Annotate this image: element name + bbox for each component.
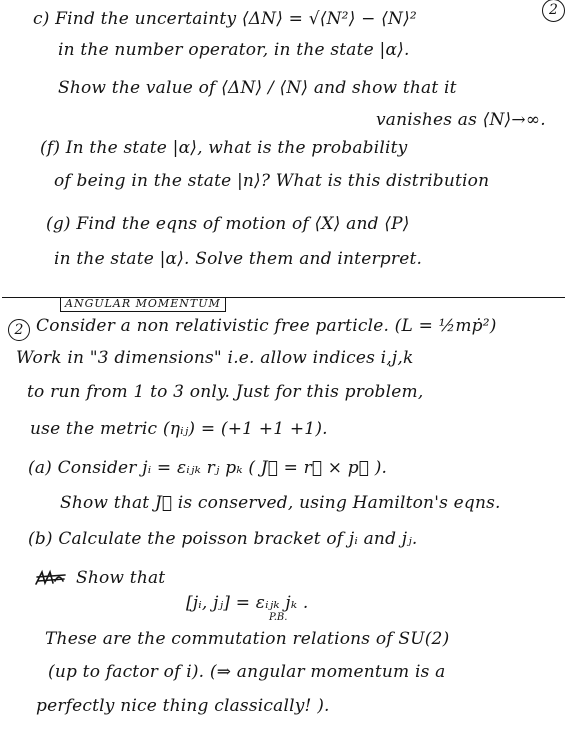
problem-2-line-4: use the metric (ηᵢⱼ) = (+1 +1 +1). bbox=[30, 419, 328, 439]
part-c-line-1: Show that bbox=[76, 568, 166, 588]
closing-line-2: (up to factor of i). (⇒ angular momentum is a bbox=[48, 662, 446, 682]
part-e-line-4: vanishes as ⟨N⟩→∞. bbox=[376, 110, 546, 130]
part-g-line-2: in the state |α⟩. Solve them and interpret. bbox=[54, 249, 423, 269]
closing-line-1: These are the commutation relations of SU(2) bbox=[45, 629, 450, 649]
part-b-line-1: (b) Calculate the poisson bracket of jᵢ and jⱼ. bbox=[28, 529, 418, 549]
part-e-line-1: c) Find the uncertainty ⟨ΔN⟩ = √⟨N²⟩ − ⟨N⟩² bbox=[33, 9, 417, 29]
part-g-line-1: (g) Find the eqns of motion of ⟨X⟩ and ⟨P⟩ bbox=[46, 214, 410, 234]
part-e-line-2: in the number operator, in the state |α⟩. bbox=[58, 40, 410, 60]
part-f-line-2: of being in the state |n⟩? What is this distribution bbox=[54, 171, 490, 191]
poisson-bracket-subscript: P.B. bbox=[269, 612, 288, 623]
problem-2-line-1: Consider a non relativistic free particle. (L = ½mṗ²) bbox=[36, 316, 497, 336]
closing-line-3: perfectly nice thing classically! ). bbox=[36, 696, 330, 716]
problem-2-line-2: Work in "3 dimensions" i.e. allow indices i,j,k bbox=[16, 348, 414, 368]
poisson-bracket-relation: [jᵢ, jⱼ] = εᵢⱼₖ jₖ . bbox=[186, 593, 309, 613]
problem-number: 2 bbox=[8, 319, 30, 341]
part-a-line-1: (a) Consider jᵢ = εᵢⱼₖ rⱼ pₖ ( J⃗ = r⃗ × p⃗ ). bbox=[28, 458, 388, 478]
crossed-out-label-icon bbox=[34, 569, 68, 587]
problem-2-line-3: to run from 1 to 3 only. Just for this problem, bbox=[27, 382, 424, 402]
part-f-line-1: (f) In the state |α⟩, what is the probability bbox=[40, 138, 408, 158]
part-a-line-2: Show that J⃗ is conserved, using Hamilton's eqns. bbox=[60, 493, 501, 513]
section-heading: ANGULAR MOMENTUM bbox=[60, 297, 226, 312]
part-e-line-3: Show the value of ⟨ΔN⟩ / ⟨N⟩ and show that it bbox=[58, 78, 457, 98]
page-number: 2 bbox=[542, 0, 565, 22]
